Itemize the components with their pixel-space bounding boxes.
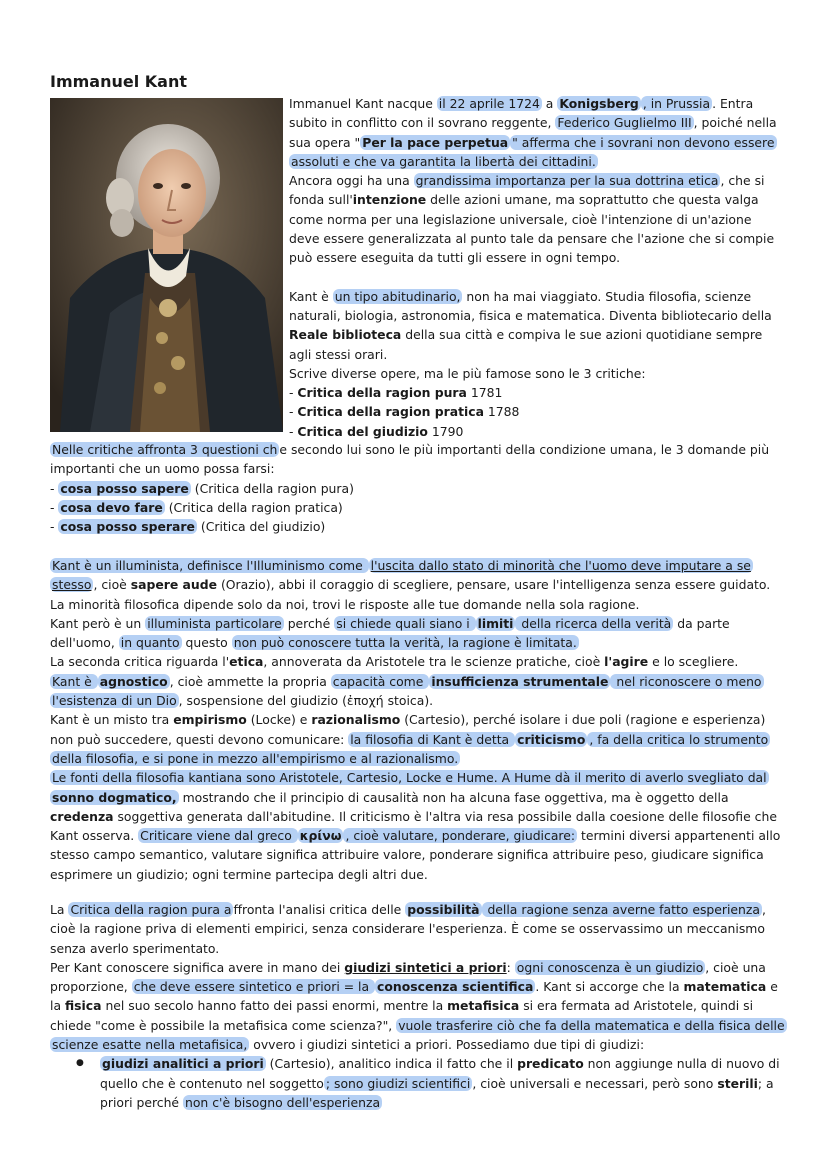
pure-reason-paragraph: La Critica della ragion pura a ffronta l'analisi critica delle possibilità della ragione senza averne fatto esperienza , cioè la ragione priva di elementi empirici, senza considerare l'esperienza. È come se osservassimo un meccanismo senza averlo sperimentato. <box>50 902 766 956</box>
question-item: - cosa posso sperare (Critica del giudizio) <box>50 519 326 535</box>
minority-sentence: La minorità filosofica dipende solo da noi, trovi le risposte alle tue domande nella sola ragione. <box>50 596 640 612</box>
limits-sentence: Kant però è un illuminista particolare perché si chiede quali siano i limiti della ricerca della verità da parte dell'uomo, in quanto questo non può conoscere tutta la verità, la ragione è limitata. <box>50 615 730 651</box>
enlightenment-definition: Kant è un illuminista, definisce l'Illuminismo come l'uscita dallo stato di minorità che l'uomo deve imputare a se stesso , cioè sapere aude (Orazio), abbi il coraggio di scegliere, pensare, usare l'intelligenza senza essere guidato. <box>52 558 771 593</box>
intro-column <box>289 94 781 441</box>
ethics-paragraph: Ancora oggi ha una grandissima importanza per la sua dottrina etica , che si fonda sull'intenzione delle azioni umane, ma soprattutto che questa valga come norma per una legislazione universale, cioè l'intenzione di un'azione deve essere generalizzata al punto tale da pensare che l'azione che si compie può essere eseguita da tutti gli essere in ogni tempo. <box>289 173 775 266</box>
illuminismo-section <box>50 556 785 884</box>
page-title: Immanuel Kant <box>50 72 188 91</box>
question-item: - cosa posso sapere (Critica della ragion pura) <box>50 480 354 496</box>
works-intro: Scrive diverse opere, ma le più famose sono le 3 critiche: <box>289 365 646 381</box>
portrait-image <box>50 98 283 432</box>
critica-item: - Critica della ragion pura 1781 <box>289 385 503 401</box>
kant-portrait <box>50 98 283 432</box>
birth-paragraph: Immanuel Kant nacque il 22 aprile 1724 a Konigsberg , in Prussia . Entra subito in conflitto con il sovrano reggente, Federico Guglielmo III , poiché nella sua opera " Per la pace perpetua " afferma che i sovrani non devono essere assoluti e che va garantita la libertà dei cittadini. <box>289 96 777 169</box>
questions-intro: Nelle critiche affronta 3 questioni ch e secondo lui sono le più importanti della condizione umana, le 3 domande più importanti che un uomo possa farsi: <box>50 442 770 477</box>
questions-section <box>50 440 785 536</box>
criticism-sentence: Kant è un misto tra empirismo (Locke) e razionalismo (Cartesio), perché isolare i due poli (ragione e esperienza) non può succedere, questi devono comunicare: la filosofia di Kant è detta criticismo , fa della critica lo strumento della filosofia, e si pone in mezzo all'empirismo e al razionalismo. <box>50 712 769 766</box>
sources-paragraph: Le fonti della filosofia kantiana sono Aristotele, Cartesio, Locke e Hume. A Hume dà il merito di averlo svegliato dal sonno dogmatico, mostrando che il principio di causalità non ha alcuna fase oggettiva, ma è oggetto della credenza soggettiva generata dall'abitudine. Il criticismo è l'altra via resa possibile dalla coesione delle filosofie che Kant osserva. Criticare viene dal greco κρίνω , cioè valutare, ponderare, giudicare: termini diversi appartenenti allo stesso campo semantico, valutare significa attribuire valore, ponderare significa attribuire peso, giudicare significa esprimere un giudizio; ogni termine partecipa degli altri due. <box>50 770 781 882</box>
habits-paragraph: Kant è un tipo abitudinario, non ha mai viaggiato. Studia filosofia, scienze naturali, biologia, astronomia, fisica e matematica. Diventa bibliotecario della Reale biblioteca della sua città e compiva le sue azioni quotidiane sempre agli stessi orari. <box>289 288 772 362</box>
question-item: - cosa devo fare (Critica della ragion pratica) <box>50 499 343 515</box>
list-item: ● giudizi analitici a priori (Cartesio), analitico indica il fatto che il predicato non aggiunge nulla di nuovo di quello che è contenuto nel soggetto ; sono giudizi scientifici , cioè universali e necessari, però sono sterili; a priori perché non c'è bisogno dell'esperienza <box>50 1054 785 1112</box>
critica-item: - Critica della ragion pratica 1788 <box>289 404 520 420</box>
critica-item: - Critica del giudizio 1790 <box>289 423 464 439</box>
synthetic-judgments-paragraph: Per Kant conoscere significa avere in mano dei giudizi sintetici a priori: ogni conoscenza è un giudizio , cioè una proporzione, che deve essere sintetico e priori = la conoscenza scientifica . Kant si accorge che la matematica e la fisica nel suo secolo hanno fatto dei passi enormi, mentre la metafisica si era fermata ad Aristotele, quindi si chiede "come è possibile la metafisica come scienza?", vuole trasferire ciò che fa della matematica e della fisica delle scienze esatte nella metafisica, ovvero i giudizi sintetici a priori. Possediamo due tipi di giudizi: <box>50 959 785 1053</box>
agnostic-sentence: Kant è agnostico , cioè ammette la propria capacità come insufficienza strumentale nel riconoscere o meno l'esistenza di un Dio , sospensione del giudizio (ἐποχή stoica). <box>52 673 762 709</box>
judgment-types-list <box>50 1054 785 1112</box>
ragion-pura-section <box>50 900 785 1112</box>
ethics-sentence: La seconda critica riguarda l'etica, annoverata da Aristotele tra le scienze pratiche, cioè l'agire e lo scegliere. <box>50 654 739 670</box>
